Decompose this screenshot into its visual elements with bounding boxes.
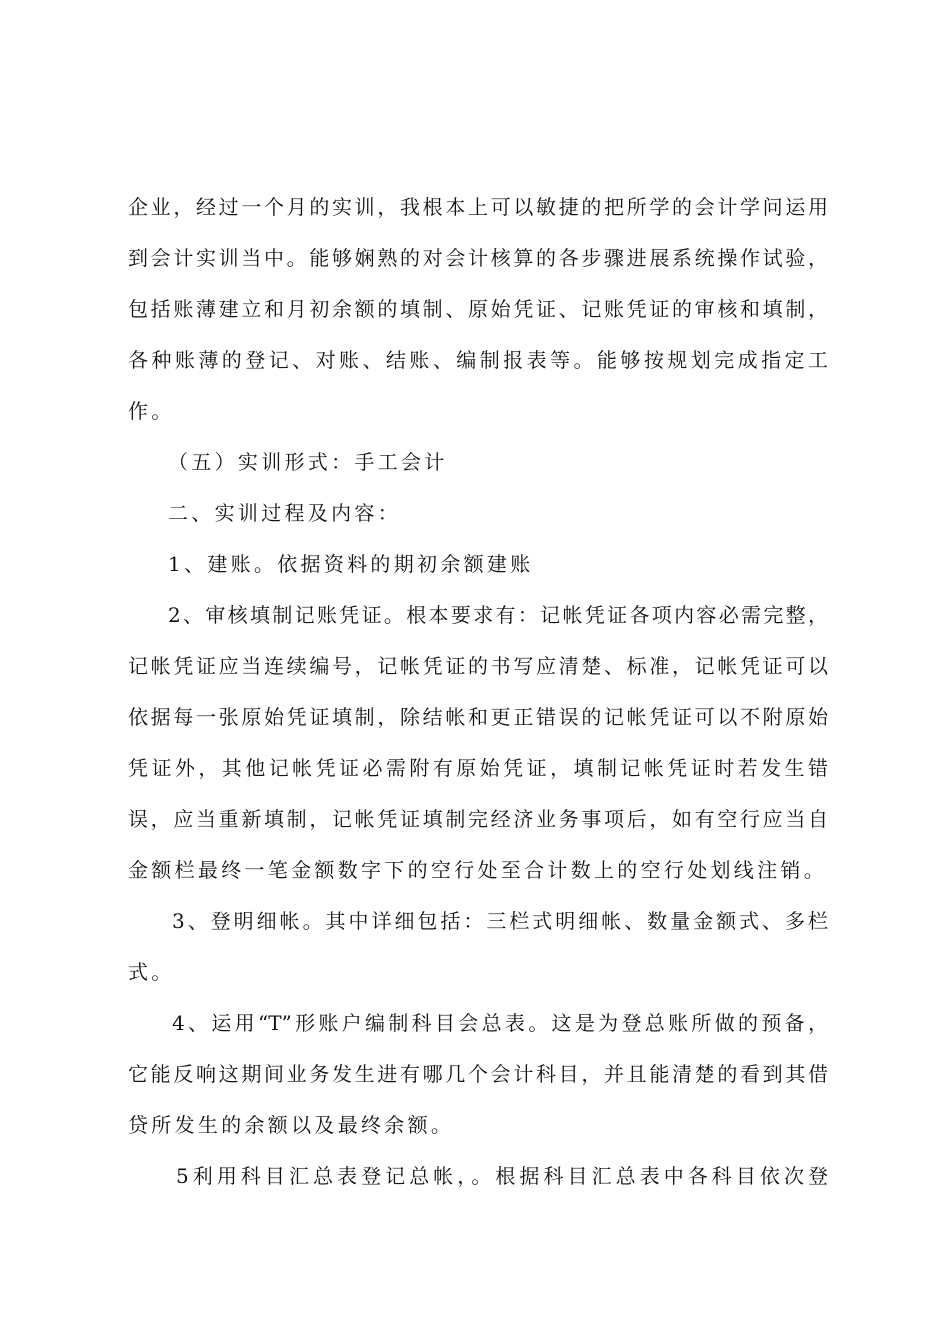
paragraph-line: 记帐凭证应当连续编号，记帐凭证的书写应清楚、标准，记帐凭证可以 xyxy=(128,654,828,678)
paragraph-line: 误，应当重新填制，记帐凭证填制完经济业务事项后，如有空行应当自 xyxy=(128,807,828,831)
paragraph-line: 企业，经过一个月的实训，我根本上可以敏捷的把所学的会计学问运用 xyxy=(128,195,828,219)
list-item: 4、运用“T”形账户编制科目会总表。这是为登总账所做的预备， xyxy=(172,1011,828,1035)
paragraph-line: 式。 xyxy=(128,960,175,984)
section-heading: （五）实训形式：手工会计 xyxy=(168,450,448,474)
list-item: 3、登明细帐。其中详细包括：三栏式明细帐、数量金额式、多栏 xyxy=(172,909,828,933)
paragraph-line: 贷所发生的余额以及最终余额。 xyxy=(128,1113,455,1137)
paragraph-line: 依据每一张原始凭证填制，除结帐和更正错误的记帐凭证可以不附原始 xyxy=(128,705,828,729)
paragraph-line: 作。 xyxy=(128,399,175,423)
paragraph-line: 它能反响这期间业务发生进有哪几个会计科目，并且能清楚的看到其借 xyxy=(128,1062,828,1086)
section-heading: 二、实训过程及内容： xyxy=(168,501,401,525)
list-item: 1、建账。依据资料的期初余额建账 xyxy=(168,552,534,576)
paragraph-line: 包括账薄建立和月初余额的填制、原始凭证、记账凭证的审核和填制， xyxy=(128,297,828,321)
paragraph-line: 到会计实训当中。能够娴熟的对会计核算的各步骤进展系统操作试验， xyxy=(128,246,828,270)
list-item: 2、审核填制记账凭证。根本要求有：记帐凭证各项内容必需完整， xyxy=(168,603,828,627)
paragraph-line: 金额栏最终一笔金额数字下的空行处至合计数上的空行处划线注销。 xyxy=(128,858,827,882)
paragraph-line: 各种账薄的登记、对账、结账、编制报表等。能够按规划完成指定工 xyxy=(128,348,828,372)
paragraph-line: 凭证外，其他记帐凭证必需附有原始凭证，填制记帐凭证时若发生错 xyxy=(128,756,828,780)
list-item: 5利用科目汇总表登记总帐，。根据科目汇总表中各科目依次登 xyxy=(176,1164,828,1188)
